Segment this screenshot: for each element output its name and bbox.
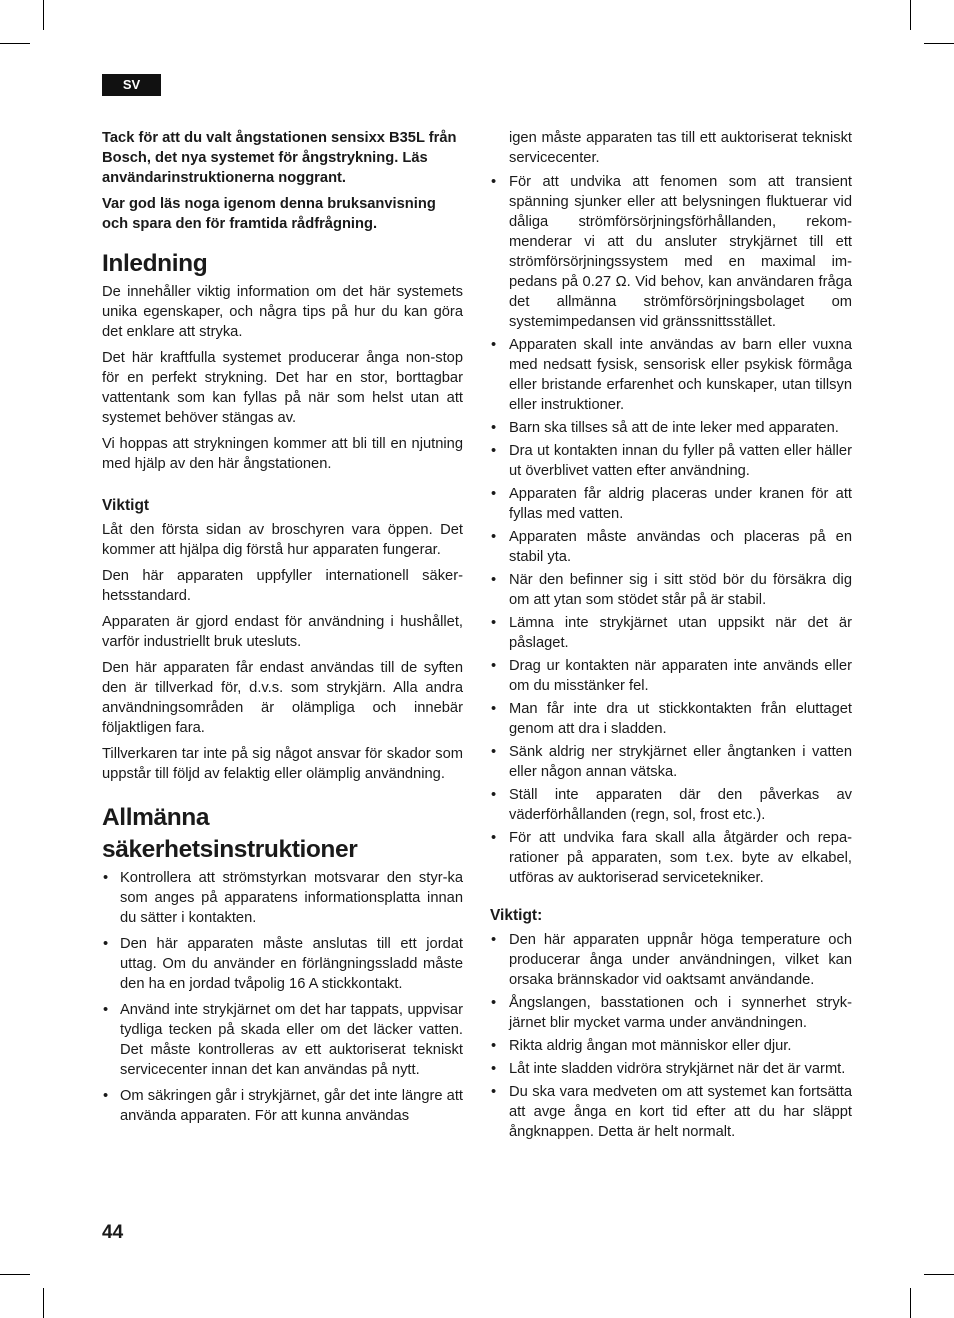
body-paragraph: Den här apparaten uppfyller internationell säker-hetsstandard. xyxy=(102,568,463,604)
crop-mark xyxy=(910,1288,911,1318)
list-item: • För att undvika att fenomen som att transient spänning sjunker eller att belysningen fluktuerar vid dåliga strömförsörjningsförhållanden, rekom-menderar vi att du ansluter strykjärnet till ett strömförsörjningssystem med en maximal im-pedans på 0.27 Ω. Vid behov, kan användaren fråga det allmänna strömförsörjningsbolaget om systemimpedansen vid gränssnittsstället. xyxy=(491,174,852,330)
subheading-viktigt: Viktigt xyxy=(102,497,150,514)
safety-list xyxy=(102,868,463,1126)
crop-mark xyxy=(43,1288,44,1318)
right-column xyxy=(490,128,852,1145)
warning-list xyxy=(490,930,852,1142)
body-paragraph: De innehåller viktig information om det här systemets unika egenskaper, och några tips på hur du kan göra det enklare att stryka. xyxy=(102,284,463,340)
list-item: • Sänk aldrig ner strykjärnet eller ångtanken i vatten eller någon annan vätska. xyxy=(491,744,852,780)
list-item: • Om säkringen går i strykjärnet, går det inte längre att använda apparaten. För att kunna användas xyxy=(103,1088,463,1124)
crop-mark xyxy=(43,0,44,30)
list-item: • Lämna inte strykjärnet utan uppsikt när det är påslaget. xyxy=(491,615,852,651)
list-item: • Ställ inte apparaten där den påverkas av väderförhållanden (regn, sol, frost etc.). xyxy=(491,787,852,823)
body-paragraph: Tillverkaren tar inte på sig något ansvar för skador som uppstår till följd av felaktig eller olämplig användning. xyxy=(102,746,463,782)
list-item: • Man får inte dra ut stickkontakten från eluttaget genom att dra i sladden. xyxy=(491,701,852,737)
left-column xyxy=(102,128,463,1132)
subheading-viktigt-2: Viktigt: xyxy=(490,907,543,924)
list-item: • Låt inte sladden vidröra strykjärnet när det är varmt. xyxy=(491,1061,846,1077)
list-item: • Använd inte strykjärnet om det har tappats, uppvisar tydliga tecken på skada eller om det läcker vatten. Det måste kontrolleras av ett auktoriserat tekniskt servicecenter innan det kan användas på nytt. xyxy=(103,1002,463,1078)
safety-list-continued xyxy=(490,172,852,888)
list-item: • Du ska vara medveten om att systemet kan fortsätta att avge ånga en kort tid efter att du har släppt ångknappen. Detta är helt normalt. xyxy=(491,1084,852,1140)
intro-paragraph: Tack för att du valt ångstationen sensixx B35L från Bosch, det nya systemet för ångstrykning. Läs användarinstruktionerna noggrant. xyxy=(102,130,457,186)
language-tab: SV xyxy=(102,74,161,96)
list-item: • Rikta aldrig ångan mot människor eller djur. xyxy=(491,1038,792,1054)
list-item: • Den här apparaten måste anslutas till ett jordat uttag. Om du använder en förlängningssladd måste den ha en jordad tvåpolig 16 A stickkontakt. xyxy=(103,936,463,992)
crop-mark xyxy=(0,1274,30,1275)
body-paragraph: Vi hoppas att strykningen kommer att bli till en njutning med hjälp av den här ångstationen. xyxy=(102,436,463,472)
list-item: • Drag ur kontakten när apparaten inte används eller om du misstänker fel. xyxy=(491,658,852,694)
continuation-text: igen måste apparaten tas till ett auktoriserat tekniskt servicecenter. xyxy=(509,130,852,166)
list-item: • Barn ska tillses så att de inte leker med apparaten. xyxy=(491,420,839,436)
body-paragraph: Apparaten är gjord endast för användning i hushållet, varför industriellt bruk utesluts. xyxy=(102,614,463,650)
crop-mark xyxy=(910,0,911,30)
crop-mark xyxy=(0,43,30,44)
list-item: • När den befinner sig i sitt stöd bör du försäkra dig om att ytan som stödet står på är stabil. xyxy=(491,572,852,608)
list-item: • För att undvika fara skall alla åtgärder och repa-rationer på apparaten, som t.ex. byte av elkabel, utföras av auktoriserad servicetekniker. xyxy=(491,830,852,886)
crop-mark xyxy=(924,43,954,44)
list-item: • Ångslangen, basstationen och i synnerhet stryk-järnet blir mycket varma under användningen. xyxy=(491,995,852,1031)
section-heading-sakerhet: Allmänna säkerhetsinstruktioner xyxy=(102,804,358,863)
list-item: • Dra ut kontakten innan du fyller på vatten eller häller ut överblivet vatten efter användning. xyxy=(491,443,852,479)
list-item: • Apparaten får aldrig placeras under kranen för att fyllas med vatten. xyxy=(491,486,852,522)
body-paragraph: Den här apparaten får endast användas till de syften den är tillverkad för, d.v.s. som strykjärn. Alla andra användningsområden är olämpliga och innebär följaktligen fara. xyxy=(102,660,463,736)
list-item: • Den här apparaten uppnår höga temperature och producerar ånga under användningen, vilket kan orsaka brännskador vid oaktsamt användande. xyxy=(491,932,852,988)
list-item: • Apparaten måste användas och placeras på en stabil yta. xyxy=(491,529,852,565)
page-number: 44 xyxy=(102,1222,124,1243)
body-paragraph: Det här kraftfulla systemet producerar ånga non-stop för en perfekt strykning. Det har en stor, borttagbar vattentank som kan fyllas på när som helst utan att systemet behöver stängas av. xyxy=(102,350,463,426)
crop-mark xyxy=(924,1274,954,1275)
list-item: • Kontrollera att strömstyrkan motsvarar den styr-ka som anges på apparatens informationsplatta innan du sätter i kontakten. xyxy=(103,870,463,926)
body-paragraph: Låt den första sidan av broschyren vara öppen. Det kommer att hjälpa dig förstå hur apparaten fungerar. xyxy=(102,522,463,558)
section-heading-inledning: Inledning xyxy=(102,250,208,277)
list-item: • Apparaten skall inte användas av barn eller vuxna med nedsatt fysisk, sensorisk eller psykisk förmåga eller bristande erfarenhet och kunskaper, utan tillsyn eller instruktioner. xyxy=(491,337,852,413)
intro-paragraph: Var god läs noga igenom denna bruksanvisning och spara den för framtida rådfrågning. xyxy=(102,196,436,232)
